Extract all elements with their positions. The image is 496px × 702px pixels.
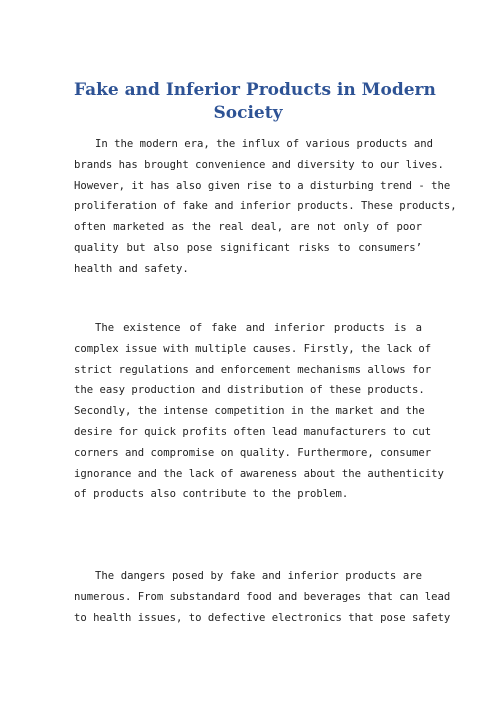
text-line: strict regulations and enforcement mechanisms allows for	[74, 363, 432, 376]
text-line: corners and compromise on quality. Furthermore, consumer	[74, 446, 432, 459]
title-line: Fake and Inferior Products in Modern	[74, 80, 436, 100]
paragraph-2	[74, 318, 444, 505]
text-line: the easy production and distribution of these products.	[74, 384, 425, 397]
text-line: The dangers posed by fake and inferior products are	[95, 570, 422, 582]
text-line: complex issue with multiple causes. Firstly, the lack of	[74, 342, 432, 355]
title-line: Society	[213, 103, 283, 123]
text-line: ignorance and the lack of awareness about the authenticity	[74, 467, 444, 480]
text-line: often marketed as the real deal, are not only of poor	[74, 221, 422, 234]
text-line: of products also contribute to the problem.	[74, 488, 349, 501]
text-line: Secondly, the intense competition in the market and the	[74, 405, 425, 418]
text-line: proliferation of fake and inferior products. These products,	[74, 200, 457, 213]
text-line: numerous. From substandard food and beverages that can lead	[74, 590, 451, 603]
text-line: quality but also pose significant risks to consumers’	[74, 241, 422, 254]
text-line: health and safety.	[74, 262, 189, 275]
text-line: However, it has also given rise to a disturbing trend - the	[74, 179, 451, 192]
paragraph-3	[74, 566, 451, 628]
text-line: to health issues, to defective electronics that pose safety	[74, 611, 451, 624]
text-line: The existence of fake and inferior products is a	[95, 322, 422, 334]
paragraph-1	[74, 134, 457, 280]
text-line: desire for quick profits often lead manufacturers to cut	[74, 425, 432, 438]
text-line: brands has brought convenience and diversity to our lives.	[74, 158, 444, 171]
document-title	[74, 79, 436, 125]
text-line: In the modern era, the influx of various products and	[95, 138, 434, 150]
